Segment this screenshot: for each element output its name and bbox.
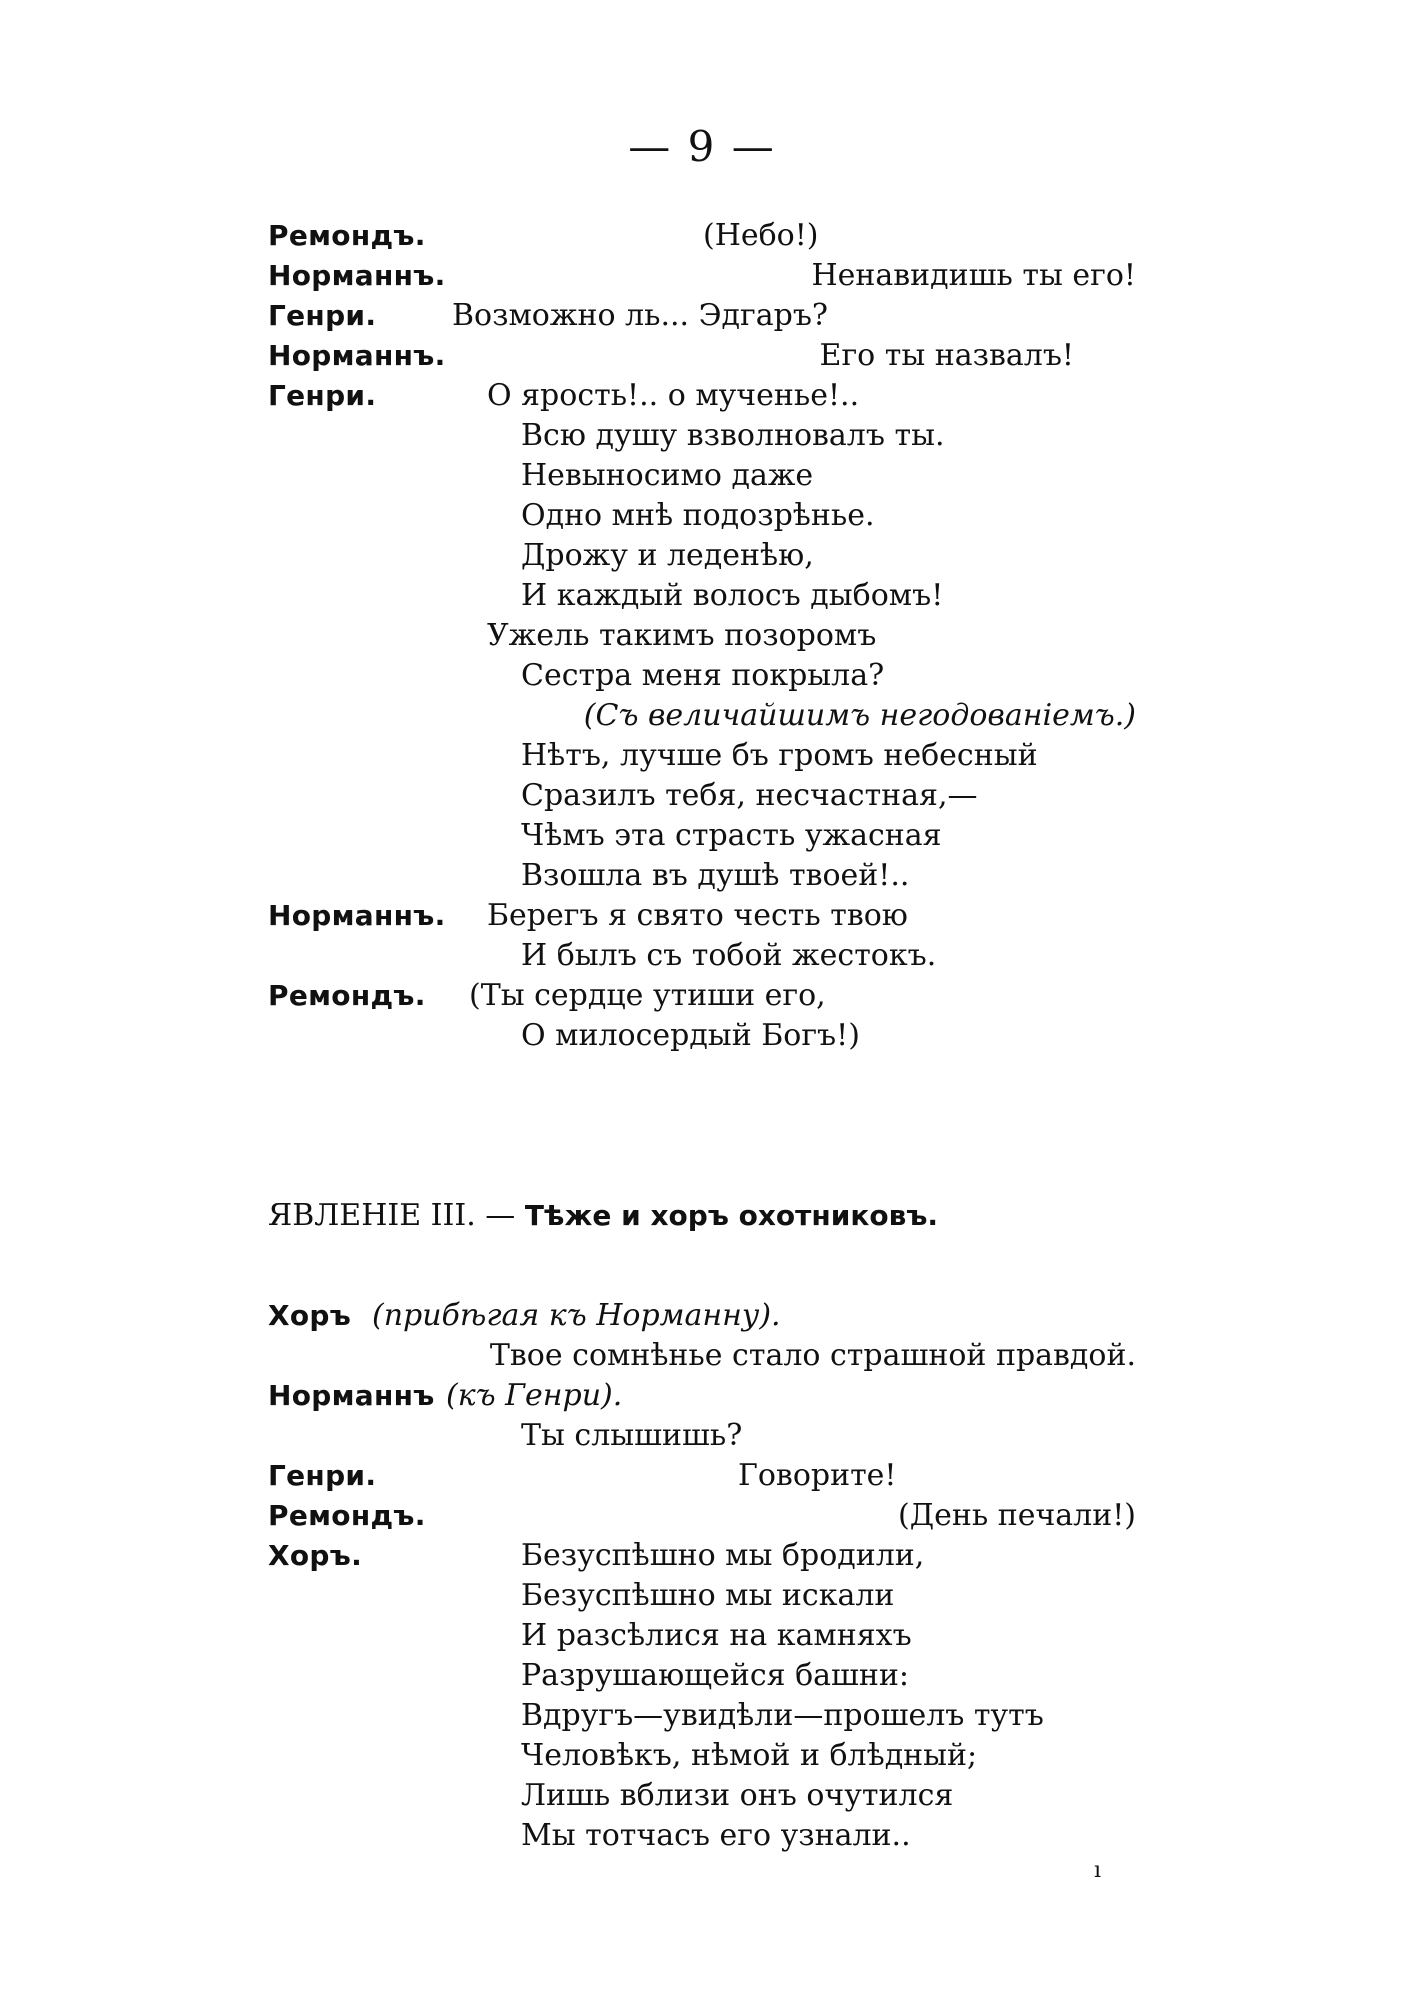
dialogue-line — [0, 216, 1404, 256]
dialogue-line — [0, 936, 1404, 976]
speaker-name: Ремондъ. — [268, 219, 426, 252]
dialogue-text: Ужель такимъ позоромъ — [487, 618, 877, 653]
dialogue-line — [0, 536, 1404, 576]
dialogue-text: Одно мнѣ подозрѣнье. — [521, 498, 875, 533]
dialogue-text: Лишь вблизи онъ очутился — [521, 1778, 954, 1813]
dialogue-line — [0, 656, 1404, 696]
dialogue-text: Сестра меня покрыла? — [521, 658, 885, 693]
dialogue-line — [0, 416, 1404, 456]
dialogue-text: Ненавидишь ты его! — [811, 258, 1136, 293]
stage-direction — [0, 696, 1404, 736]
speaker-name: Ремондъ. — [268, 1499, 426, 1532]
dialogue-line — [0, 1016, 1404, 1056]
speaker-name: Ремондъ. — [268, 979, 426, 1012]
dialogue-line — [0, 976, 1404, 1016]
dialogue-line — [0, 1576, 1404, 1616]
page-number: — 9 — — [628, 122, 776, 171]
speaker-name: Норманнъ. — [268, 259, 446, 292]
speaker-name: Хоръ. — [268, 1539, 363, 1572]
dialogue-line — [0, 616, 1404, 656]
dialogue-text: Безуспѣшно мы бродили, — [521, 1538, 925, 1573]
dialogue-text: Разрушающейся башни: — [521, 1658, 910, 1693]
dialogue-line — [0, 1656, 1404, 1696]
dialogue-line — [0, 1816, 1404, 1856]
scene-number: ЯВЛЕНІЕ III. — — [268, 1198, 516, 1233]
scene-title: Тѣже и хоръ охотниковъ. — [524, 1199, 938, 1232]
dialogue-line — [0, 816, 1404, 856]
speaker-name: Норманнъ — [268, 1379, 435, 1412]
speaker-name: Хоръ — [268, 1299, 352, 1332]
stray-print-mark: ı — [1094, 1858, 1102, 1883]
dialogue-text: (День печали!) — [898, 1498, 1136, 1533]
scene-three-dialogue — [0, 1296, 1404, 1856]
dialogue-text: Чѣмъ эта страсть ужасная — [521, 818, 942, 853]
dialogue-line — [0, 1296, 1404, 1336]
dialogue-text: Человѣкъ, нѣмой и блѣдный; — [521, 1738, 978, 1773]
dialogue-text: Безуспѣшно мы искали — [521, 1578, 895, 1613]
speaker-name: Генри. — [268, 299, 377, 332]
dialogue-line — [0, 336, 1404, 376]
dialogue-text: Говорите! — [738, 1458, 897, 1493]
dialogue-text: Всю душу взволновалъ ты. — [521, 418, 945, 453]
dialogue-line — [0, 1416, 1404, 1456]
dialogue-line — [0, 496, 1404, 536]
dialogue-line — [0, 296, 1404, 336]
dialogue-line — [0, 456, 1404, 496]
dialogue-line — [0, 1456, 1404, 1496]
dialogue-text: Нѣтъ, лучше бъ громъ небесный — [521, 738, 1038, 773]
dialogue-text: Дрожу и леденѣю, — [521, 538, 814, 573]
dialogue-line — [0, 1616, 1404, 1656]
dialogue-text: Мы тотчасъ его узнали.. — [521, 1818, 911, 1853]
dialogue-text: (Съ величайшимъ негодованіемъ.) — [583, 698, 1136, 733]
dialogue-text: О ярость!.. о мученье!.. — [487, 378, 860, 413]
speaker-name: Генри. — [268, 1459, 377, 1492]
dialogue-text: И каждый волосъ дыбомъ! — [521, 578, 944, 613]
stage-direction: (прибѣгая къ Норманну). — [372, 1298, 781, 1333]
dialogue-text: О милосердый Богъ!) — [521, 1018, 860, 1053]
dialogue-line — [0, 1776, 1404, 1816]
speaker-name: Генри. — [268, 379, 377, 412]
stage-direction: (къ Генри). — [446, 1378, 623, 1413]
dialogue-line — [0, 1736, 1404, 1776]
dialogue-line — [0, 576, 1404, 616]
dialogue-text: Сразилъ тебя, несчастная,— — [521, 778, 978, 813]
dialogue-text: (Ты сердце утиши его, — [469, 978, 826, 1013]
dialogue-line — [0, 1336, 1404, 1376]
dialogue-line — [0, 776, 1404, 816]
dialogue-text: (Небо!) — [703, 218, 819, 253]
speaker-name: Норманнъ. — [268, 339, 446, 372]
dialogue-line — [0, 1536, 1404, 1576]
dialogue-text: Его ты назвалъ! — [819, 338, 1074, 373]
dialogue-line — [0, 736, 1404, 776]
scene-two-dialogue — [0, 216, 1404, 1056]
dialogue-text: Возможно ль... Эдгаръ? — [452, 298, 828, 333]
dialogue-text: Твое сомнѣнье стало страшной правдой. — [489, 1338, 1136, 1373]
dialogue-text: Вдругъ—увидѣли—прошелъ тутъ — [521, 1698, 1044, 1733]
dialogue-line — [0, 896, 1404, 936]
dialogue-line — [0, 376, 1404, 416]
dialogue-line — [0, 1696, 1404, 1736]
dialogue-text: И былъ съ тобой жестокъ. — [521, 938, 937, 973]
dialogue-text: Ты слышишь? — [521, 1418, 743, 1453]
dialogue-text: Берегъ я свято честь твою — [487, 898, 908, 933]
speaker-name: Норманнъ. — [268, 899, 446, 932]
dialogue-line — [0, 256, 1404, 296]
dialogue-line — [0, 856, 1404, 896]
dialogue-line — [0, 1496, 1404, 1536]
dialogue-line — [0, 1376, 1404, 1416]
dialogue-text: И разсѣлися на камняхъ — [521, 1618, 912, 1653]
scene-heading — [268, 1196, 938, 1236]
dialogue-text: Взошла въ душѣ твоей!.. — [521, 858, 910, 893]
dialogue-text: Невыносимо даже — [521, 458, 814, 493]
